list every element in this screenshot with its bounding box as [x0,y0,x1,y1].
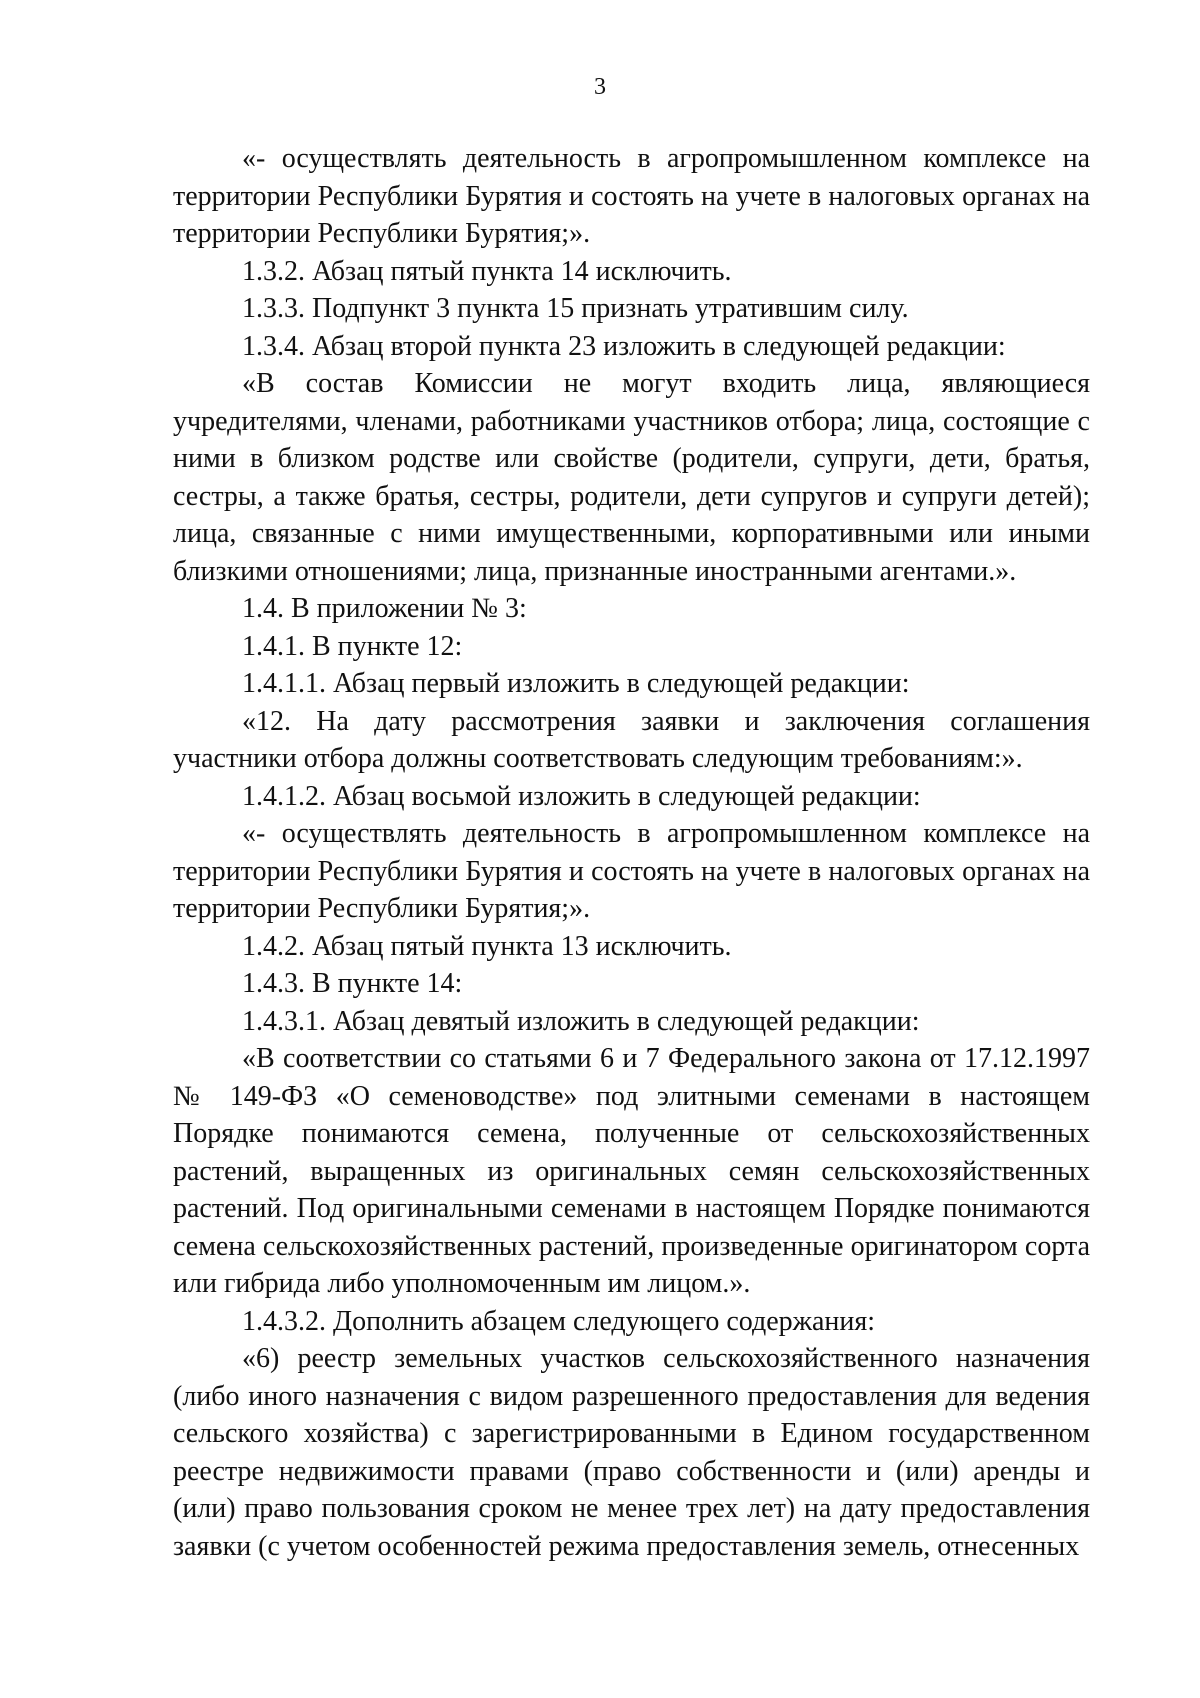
paragraph: 1.3.4. Абзац второй пункта 23 изложить в следующей редакции: [242,330,1006,362]
paragraph: «6) реестр земельных участков сельскохозяйственного назначения (либо иного назначения с видом разрешенного предоставления для ведения сельского хозяйства) с зарегистрированными в Едином государственном реестре недвижимости правами (право собственности и (или) аренды и (или) право пользования сроком не менее трех лет) на дату предоставления заявки (с учетом особенностей режима предоставления земель, отнесенных [173,1343,1090,1562]
paragraph: 1.4.1.1. Абзац первый изложить в следующей редакции: [242,668,910,699]
paragraph: 1.4.3.2. Дополнить абзацем следующего содержания: [242,1305,876,1337]
paragraph: 1.3.3. Подпункт 3 пункта 15 признать утратившим силу. [242,293,909,324]
paragraph: 1.4.3. В пункте 14: [242,968,463,999]
paragraph: «В состав Комиссии не могут входить лица, являющиеся учредителями, членами, работниками участников отбора; лица, состоящие с ними в близком родстве или свойстве (родители, супруги, дети, братья, сестры, а также братья, сестры, родители, дети супругов и супруги детей); лица, связанные с ними имущественными, корпоративными или иными близкими отношениями; лица, признанные иностранными агентами.». [173,368,1090,587]
paragraph: «12. На дату рассмотрения заявки и заключения соглашения участники отбора должны соответствовать следующим требованиям:». [173,705,1090,774]
document-body [173,140,1090,1565]
paragraph: «- осуществлять деятельность в агропромышленном комплексе на территории Республики Бурятия и состоять на учете в налоговых органах на территории Республики Бурятия;». [173,818,1090,924]
paragraph: «В соответствии со статьями 6 и 7 Федерального закона от 17.12.1997 № 149-ФЗ «О семеноводстве» под элитными семенами в настоящем Порядке понимаются семена, полученные от сельскохозяйственных растений, выращенных из оригинальных семян сельскохозяйственных растений. Под оригинальными семенами в настоящем Порядке понимаются семена сельскохозяйственных растений, произведенные оригинатором сорта или гибрида либо уполномоченным им лицом.». [173,1043,1090,1299]
paragraph: 1.4.1. В пункте 12: [242,630,463,662]
paragraph: 1.4. В приложении № 3: [242,593,527,624]
paragraph: 1.3.2. Абзац пятый пункта 14 исключить. [242,255,732,287]
paragraph: «- осуществлять деятельность в агропромышленном комплексе на территории Республики Бурятия и состоять на учете в налоговых органах на территории Республики Бурятия;». [173,143,1090,249]
page-number: 3 [594,74,606,100]
paragraph: 1.4.1.2. Абзац восьмой изложить в следующей редакции: [242,780,921,812]
paragraph: 1.4.3.1. Абзац девятый изложить в следующей редакции: [242,1005,920,1037]
paragraph: 1.4.2. Абзац пятый пункта 13 исключить. [242,930,732,962]
